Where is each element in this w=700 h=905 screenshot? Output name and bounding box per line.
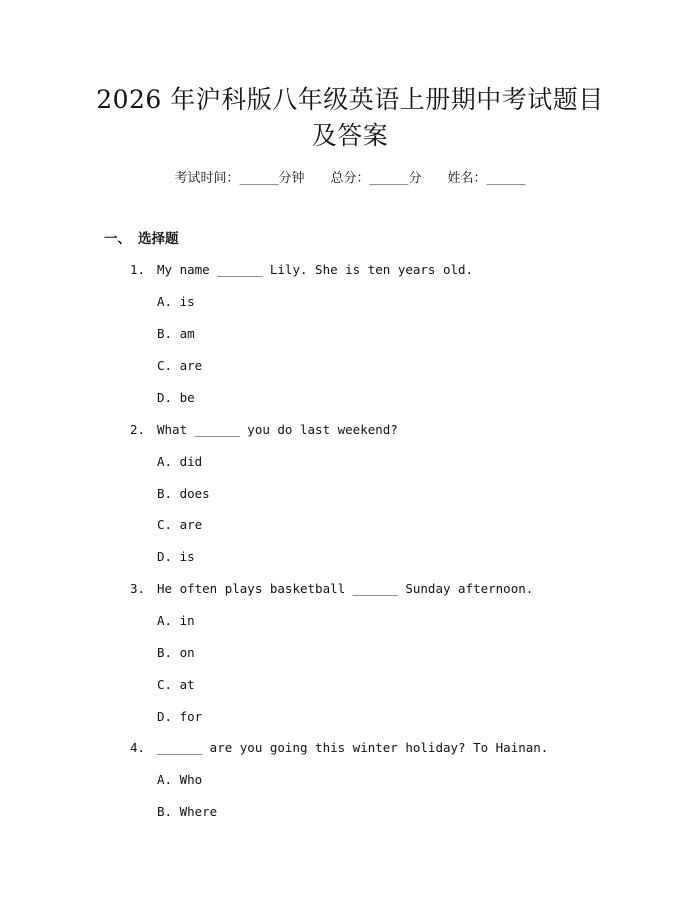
answer-option: A. in: [157, 613, 195, 628]
question-number: 1.: [130, 262, 146, 277]
answer-option: A. Who: [157, 772, 203, 787]
question-text: ______ are you going this winter holiday? To Hainan.: [157, 740, 549, 755]
answer-option: D. is: [157, 549, 195, 564]
answer-option: D. for: [157, 709, 203, 724]
question-text: My name ______ Lily. She is ten years old.: [157, 262, 474, 277]
exam-score-field: 总分：______分: [330, 171, 422, 186]
section-number: 一、: [104, 231, 131, 247]
answer-option: A. did: [157, 454, 203, 469]
question-text: He often plays basketball ______ Sunday afternoon.: [157, 581, 534, 596]
answer-option: C. are: [157, 358, 203, 373]
answer-option: D. be: [157, 390, 195, 405]
exam-time-field: 考试时间：______分钟: [174, 171, 305, 186]
section-title: 选择题: [138, 231, 179, 247]
question-number: 2.: [130, 422, 146, 437]
answer-option: A. is: [157, 294, 195, 309]
question-number: 4.: [130, 740, 146, 755]
answer-option: B. am: [157, 326, 195, 341]
question-number: 3.: [130, 581, 146, 596]
exam-title: [80, 82, 620, 154]
exam-title-line-2: 及答案: [311, 121, 389, 150]
student-name-field: 姓名：______: [447, 171, 526, 186]
answer-option: B. Where: [157, 804, 218, 819]
answer-option: C. at: [157, 677, 195, 692]
question-text: What ______ you do last weekend?: [157, 422, 398, 437]
section-heading: [104, 230, 179, 248]
exam-meta: [0, 170, 700, 188]
answer-option: C. are: [157, 517, 203, 532]
answer-option: B. on: [157, 645, 195, 660]
answer-option: B. does: [157, 486, 210, 501]
exam-title-line-1: 2026 年沪科版八年级英语上册期中考试题目: [96, 85, 604, 114]
